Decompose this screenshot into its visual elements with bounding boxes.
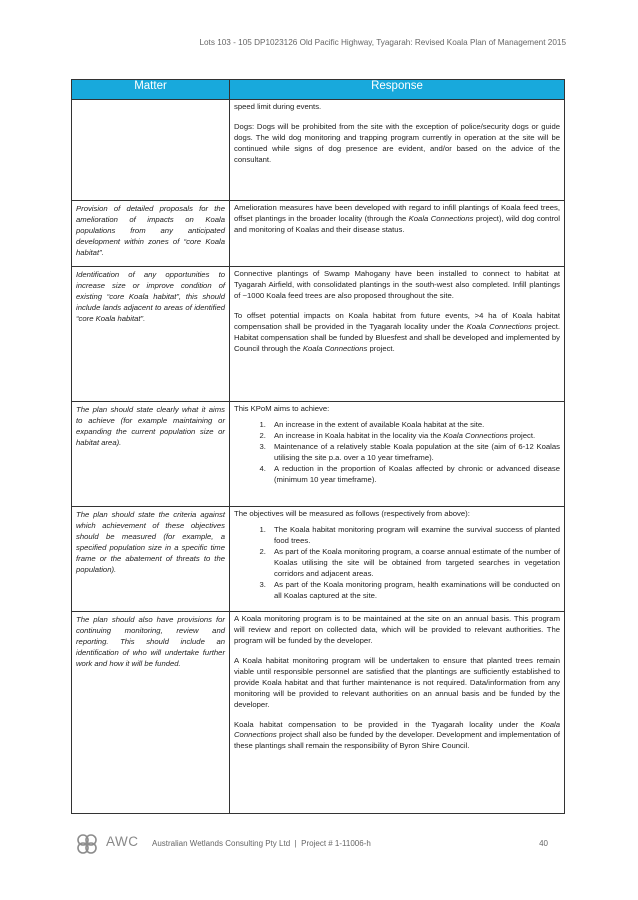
response-paragraph: Amelioration measures have been developed with regard to infill plantings of Koala feed trees, offset plantings in the broader locality (through the Koala Connections project), wild dog control and monitoring of Koalas and their disease status.	[234, 203, 560, 234]
response-paragraph: Dogs: Dogs will be prohibited from the site with the exception of police/security dogs or guide dogs. The wild dog monitoring and trapping program currently in operation at the site will be continued while signs of dog presence are evident, and/or based on the advice of the consultant.	[234, 121, 560, 164]
response-cell	[230, 402, 565, 507]
matter-cell: Provision of detailed proposals for the amelioration of impacts on Koala populations from any anticipated development within zones of “core Koala habitat”.	[72, 201, 230, 267]
response-paragraph: To offset potential impacts on Koala habitat from future events, >4 ha of Koala habitat compensation shall be provided in the Tyagarah locality under the Koala Connections project. Habitat compensation shall be funded by Bluesfest and shall be developed and implemented by Council through the Koala Connections project.	[234, 310, 560, 353]
response-cell	[230, 612, 565, 814]
measures-list	[234, 525, 560, 602]
column-header-matter: Matter	[72, 80, 230, 100]
objectives-list	[234, 420, 560, 486]
matter-response-table	[71, 79, 565, 814]
page-header: Lots 103 - 105 DP1023126 Old Pacific Highway, Tyagarah: Revised Koala Plan of Management 2015	[199, 38, 566, 47]
table-row	[72, 100, 565, 201]
response-paragraph: Koala habitat compensation to be provided in the Tyagarah locality under the Koala Connections project shall also be funded by the developer. Development and implementation of these plantings shall remain the responsibility of Byron Shire Council.	[234, 719, 560, 751]
response-intro: The objectives will be measured as follows (respectively from above):	[234, 509, 470, 518]
list-item: 2. An increase in Koala habitat in the locality via the Koala Connections project.	[268, 431, 560, 442]
table-row	[72, 402, 565, 507]
matter-cell: The plan should state the criteria against which achievement of these objectives should be measured (for example, a specified population size in a specific time frame or the abatement of threats to the population).	[72, 507, 230, 612]
list-item: 1. The Koala habitat monitoring program will examine the survival success of planted food trees.	[268, 525, 560, 547]
matter-cell: Identification of any opportunities to increase size or improve condition of existing “core Koala habitat”, this should include lands adjacent to areas of identified “core Koala habitat”.	[72, 267, 230, 402]
list-item: 1. An increase in the extent of available Koala habitat at the site.	[268, 420, 560, 431]
list-item: 4. A reduction in the proportion of Koalas affected by chronic or advanced disease (minimum 10 year timeframe).	[268, 464, 560, 486]
response-intro: This KPoM aims to achieve:	[234, 404, 330, 413]
response-paragraph: A Koala habitat monitoring program will be undertaken to ensure that planted trees remain viable until responsible personnel are satisfied that the plantings are sufficiently established to provide Koala habitat and that further maintenance is not required. Data/information from any monitoring will be provided to relevant authorities on an annual basis and be funded by the developer.	[234, 655, 560, 709]
list-item: 2. As part of the Koala monitoring program, a coarse annual estimate of the number of Koalas utilising the site will be obtained from targeted searches in vegetation corridors and adjacent areas.	[268, 547, 560, 580]
table-row	[72, 612, 565, 814]
response-paragraph: A Koala monitoring program is to be maintained at the site on an annual basis. This program will review and report on collected data, which will be provided to relevant authorities. The program will be funded by the developer.	[234, 614, 560, 645]
response-cell	[230, 267, 565, 402]
footer-company: Australian Wetlands Consulting Pty Ltd | Project # 1-11006-h	[152, 839, 371, 848]
response-paragraph: Connective plantings of Swamp Mahogany have been installed to connect to habitat at Tyagarah Airfield, with consolidated plantings in the south-west also completed. Infill plantings of ~1000 Koala feed trees are also proposed throughout the site.	[234, 269, 560, 300]
table-header-row	[72, 80, 565, 100]
column-header-response: Response	[230, 80, 565, 100]
table-row	[72, 267, 565, 402]
list-item: 3. As part of the Koala monitoring program, health examinations will be conducted on all Koalas captured at the site.	[268, 580, 560, 602]
matter-cell	[72, 100, 230, 201]
matter-cell: The plan should state clearly what it aims to achieve (for example maintaining or expanding the current population size or habitat area).	[72, 402, 230, 507]
logo-wordmark: AWC	[106, 834, 139, 849]
response-cell	[230, 507, 565, 612]
page-number: 40	[539, 839, 548, 848]
table-row	[72, 201, 565, 267]
response-paragraph: speed limit during events.	[234, 102, 322, 111]
response-cell	[230, 201, 565, 267]
matter-cell: The plan should also have provisions for continuing monitoring, review and reporting. This should include an identification of who will undertake further work and how it will be funded.	[72, 612, 230, 814]
response-cell	[230, 100, 565, 201]
table-row	[72, 507, 565, 612]
list-item: 3. Maintenance of a relatively stable Koala population at the site (aim of 6-12 Koalas utilising the site p.a. over a 10 year timeframe).	[268, 442, 560, 464]
page-footer	[0, 826, 638, 866]
